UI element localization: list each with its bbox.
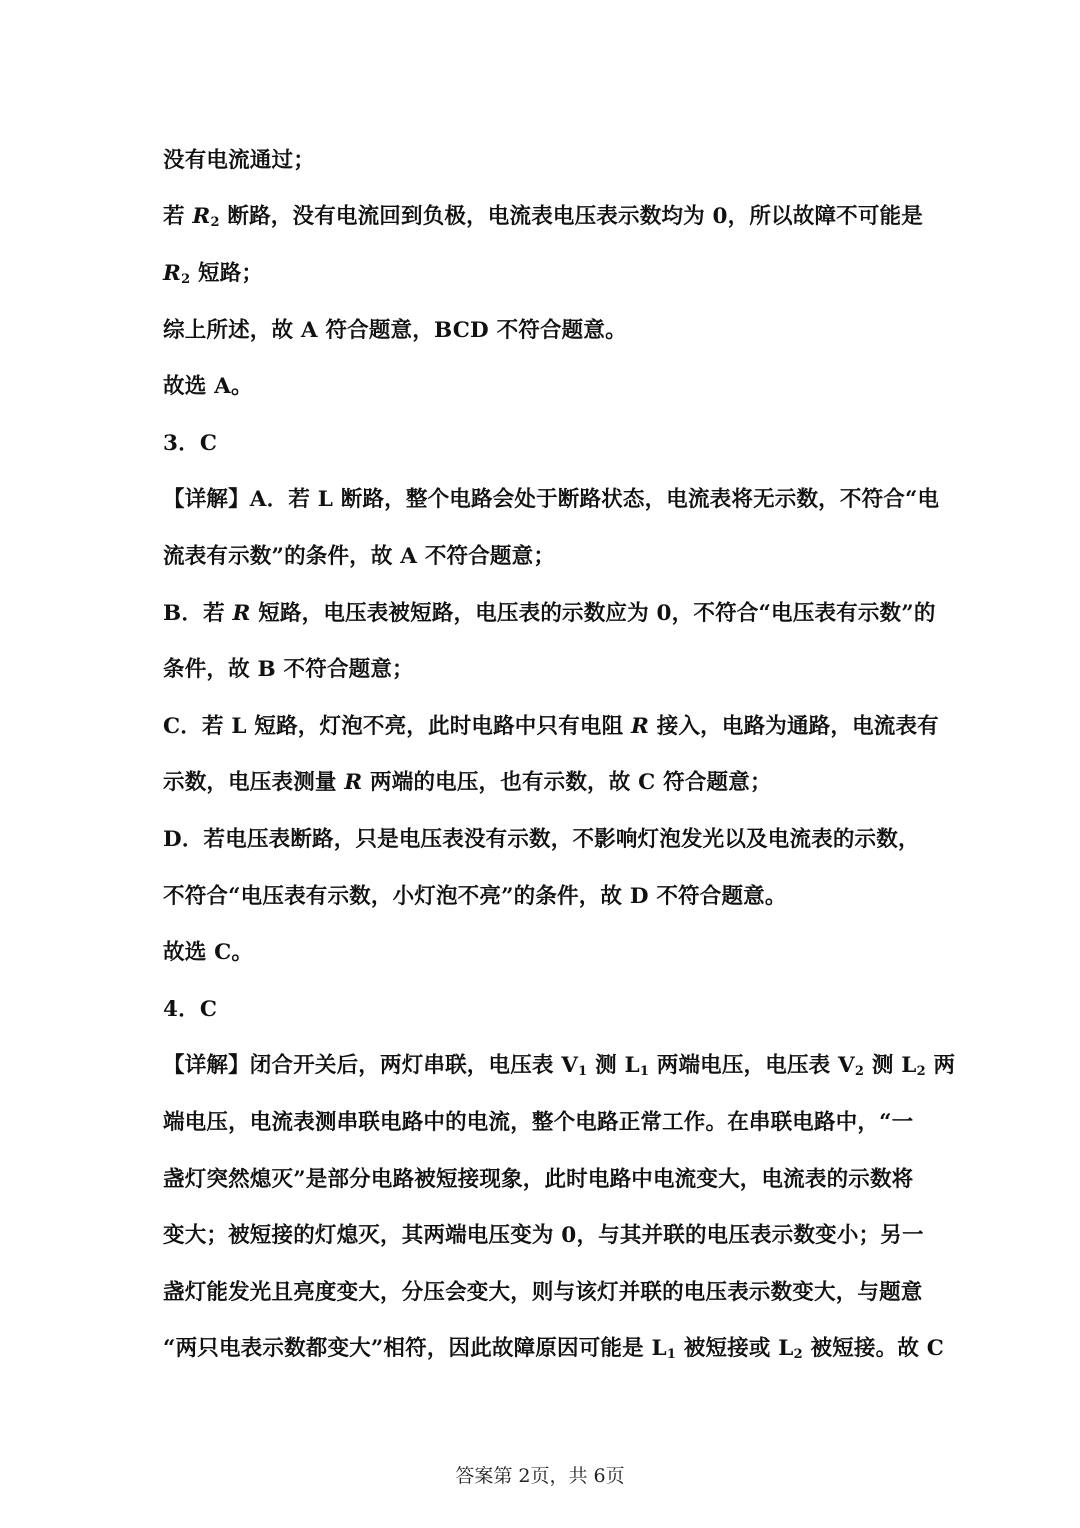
line-19	[163, 1165, 913, 1195]
line-4	[163, 316, 627, 346]
text-run: 变大；被短接的灯熄灭，其两端电压变为 0，与其并联的电压表示数变小；另一	[163, 1223, 924, 1248]
line-10	[163, 655, 414, 685]
line-13	[163, 825, 920, 855]
text-run: 【详解】闭合开关后，两灯串联，电压表 V	[163, 1053, 579, 1078]
text-run: 故选 C。	[163, 940, 254, 965]
text-run: “两只电表示数都变大”相符，因此故障原因可能是 L	[163, 1336, 667, 1361]
text-run: 盏灯突然熄灭”是部分电路被短接现象，此时电路中电流变大，电流表的示数将	[163, 1167, 914, 1192]
text-run: 若	[163, 204, 193, 229]
text-run: 4．C	[163, 997, 218, 1022]
math-variable: R	[344, 770, 363, 795]
text-run: 端电压，电流表测串联电路中的电流，整个电路正常工作。在串联电路中，“一	[163, 1110, 914, 1135]
text-run: 不符合“电压表有示数，小灯泡不亮”的条件，故 D 不符合题意。	[163, 884, 787, 909]
subscript: 2	[854, 1064, 865, 1079]
subscript: 2	[210, 215, 220, 230]
line-15	[163, 938, 253, 968]
line-20	[163, 1221, 924, 1251]
text-run: 测 L	[864, 1053, 917, 1078]
text-run: 综上所述，故 A 符合题意，BCD 不符合题意。	[163, 318, 627, 343]
line-18	[163, 1108, 913, 1138]
text-run: 3．C	[163, 431, 218, 456]
line-12	[163, 768, 772, 798]
line-21	[163, 1278, 923, 1308]
text-run: 测 L	[587, 1053, 640, 1078]
text-run: 流表有示数”的条件，故 A 不符合题意；	[163, 544, 556, 569]
subscript: 2	[793, 1347, 803, 1362]
subscript: 1	[666, 1347, 677, 1362]
line-2	[163, 202, 923, 238]
text-run: 被短接。故 C	[802, 1336, 945, 1361]
text-run: 故选 A。	[163, 374, 253, 399]
text-run: 条件，故 B 不符合题意；	[163, 657, 414, 682]
text-run: 被短接或 L	[676, 1336, 794, 1361]
text-run: 示数，电压表测量	[163, 770, 345, 795]
text-run: D．若电压表断路，只是电压表没有示数，不影响灯泡发光以及电流表的示数，	[163, 827, 920, 852]
line-1	[163, 146, 315, 176]
subscript: 1	[639, 1064, 650, 1079]
math-variable: R	[163, 261, 182, 286]
line-7	[163, 485, 939, 515]
math-variable: R	[192, 204, 211, 229]
text-run: B．若	[163, 601, 233, 626]
line-16	[163, 995, 217, 1025]
text-run: 两端的电压，也有示数，故 C 符合题意；	[362, 770, 772, 795]
text-run: 短路；	[190, 261, 264, 286]
line-3	[163, 259, 263, 295]
text-run: 两	[925, 1053, 956, 1078]
text-run: 【详解】A．若 L 断路，整个电路会处于断路状态，电流表将无示数，不符合“电	[163, 487, 940, 512]
line-8	[163, 542, 555, 572]
line-14	[163, 882, 787, 912]
text-run: 接入，电路为通路，电流表有	[649, 714, 939, 739]
text-run: 盏灯能发光且亮度变大，分压会变大，则与该灯并联的电压表示数变大，与题意	[163, 1280, 923, 1305]
math-variable: R	[631, 714, 650, 739]
line-6	[163, 429, 217, 459]
text-run: 短路，电压表被短路，电压表的示数应为 0，不符合“电压表有示数”的	[250, 601, 936, 626]
line-11	[163, 712, 939, 742]
text-run: 断路，没有电流回到负极，电流表电压表示数均为 0，所以故障不可能是	[219, 204, 923, 229]
text-run: 没有电流通过；	[163, 148, 315, 173]
page-footer: 答案第 2页，共 6页	[455, 1465, 625, 1487]
subscript: 2	[181, 272, 191, 287]
text-run: 两端电压，电压表 V	[649, 1053, 855, 1078]
line-22	[163, 1334, 944, 1370]
line-9	[163, 599, 936, 629]
subscript: 1	[578, 1064, 588, 1079]
line-17	[163, 1051, 955, 1087]
line-5	[163, 372, 253, 402]
subscript: 2	[916, 1064, 926, 1079]
math-variable: R	[232, 601, 251, 626]
text-run: C．若 L 短路，灯泡不亮，此时电路中只有电阻	[163, 714, 631, 739]
